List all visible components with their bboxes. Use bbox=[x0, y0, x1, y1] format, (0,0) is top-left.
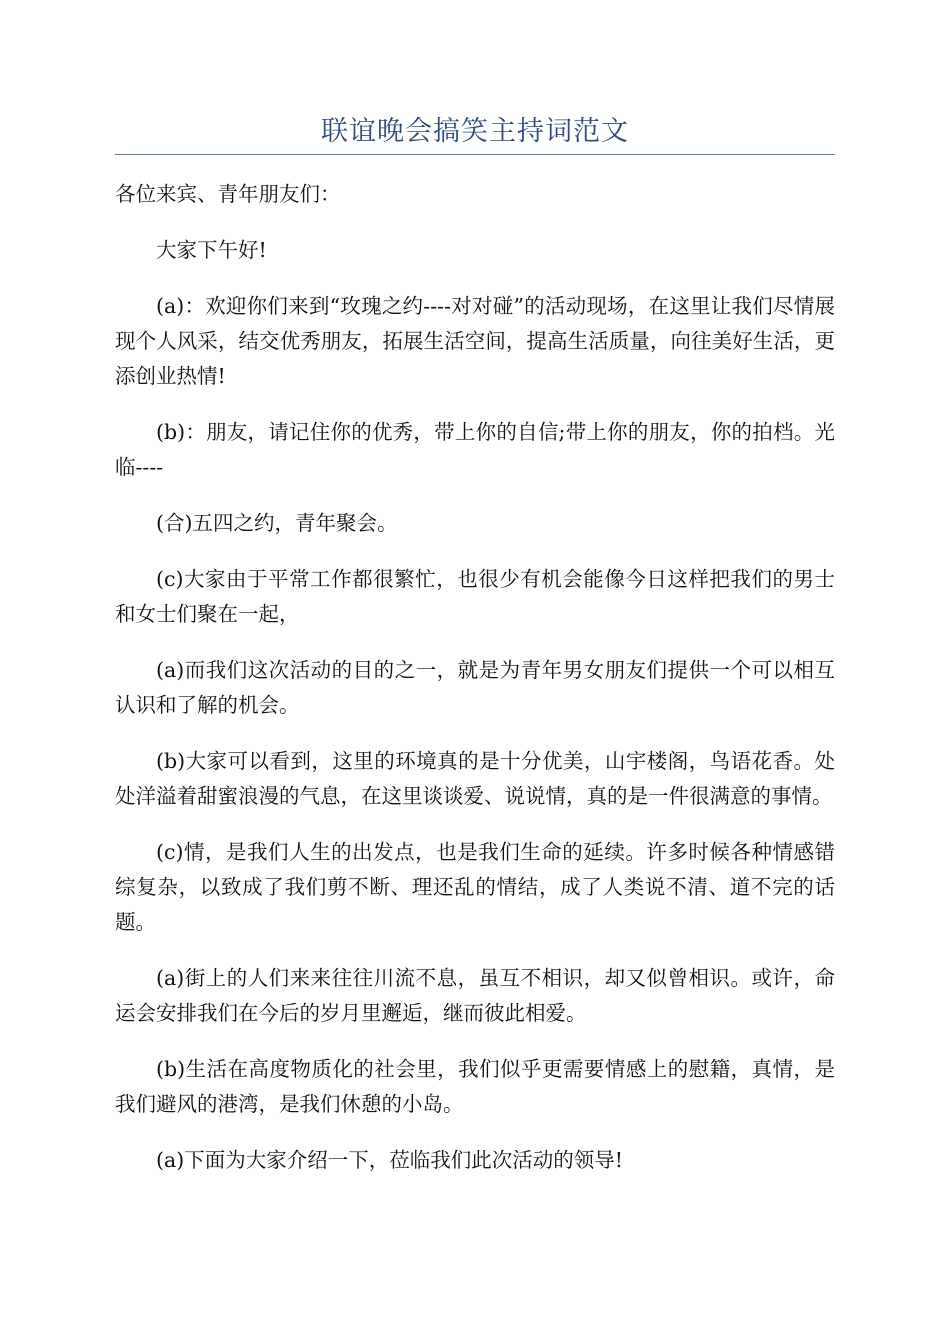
paragraph: (c)大家由于平常工作都很繁忙，也很少有机会能像今日这样把我们的男士和女士们聚在一起， bbox=[115, 567, 835, 626]
paragraph: (b)大家可以看到，这里的环境真的是十分优美，山宇楼阁，鸟语花香。处处洋溢着甜蜜浪漫的气息，在这里谈谈爱、说说情，真的是一件很满意的事情。 bbox=[115, 749, 835, 808]
paragraph: (a)而我们这次活动的目的之一，就是为青年男女朋友们提供一个可以相互认识和了解的机会。 bbox=[115, 658, 835, 717]
title-underline bbox=[115, 154, 835, 155]
paragraph: (c)情，是我们人生的出发点，也是我们生命的延续。许多时候各种情感错综复杂，以致成了我们剪不断、理还乱的情结，成了人类说不清、道不完的话题。 bbox=[115, 840, 835, 934]
paragraph: (a)街上的人们来来往往川流不息，虽互不相识，却又似曾相识。或许，命运会安排我们在今后的岁月里邂逅，继而彼此相爱。 bbox=[115, 966, 835, 1025]
paragraph: (合)五四之约，青年聚会。 bbox=[156, 511, 398, 535]
document-title: 联谊晚会搞笑主持词范文 bbox=[321, 116, 629, 147]
paragraph: 大家下午好! bbox=[156, 238, 267, 262]
paragraph: (b)生活在高度物质化的社会里，我们似乎更需要情感上的慰籍，真情，是我们避风的港湾，是我们休憩的小岛。 bbox=[115, 1057, 835, 1116]
paragraph: (a)：欢迎你们来到“玫瑰之约----对对碰”的活动现场，在这里让我们尽情展现个人风采，结交优秀朋友，拓展生活空间，提高生活质量，向往美好生活，更添创业热情! bbox=[115, 294, 835, 388]
paragraph: (a)下面为大家介绍一下，莅临我们此次活动的领导! bbox=[156, 1148, 623, 1172]
document-body bbox=[115, 177, 835, 1199]
paragraph-salutation: 各位来宾、青年朋友们： bbox=[115, 182, 341, 206]
paragraph: (b)：朋友，请记住你的优秀，带上你的自信;带上你的朋友，你的拍档。光临---- bbox=[115, 420, 835, 479]
